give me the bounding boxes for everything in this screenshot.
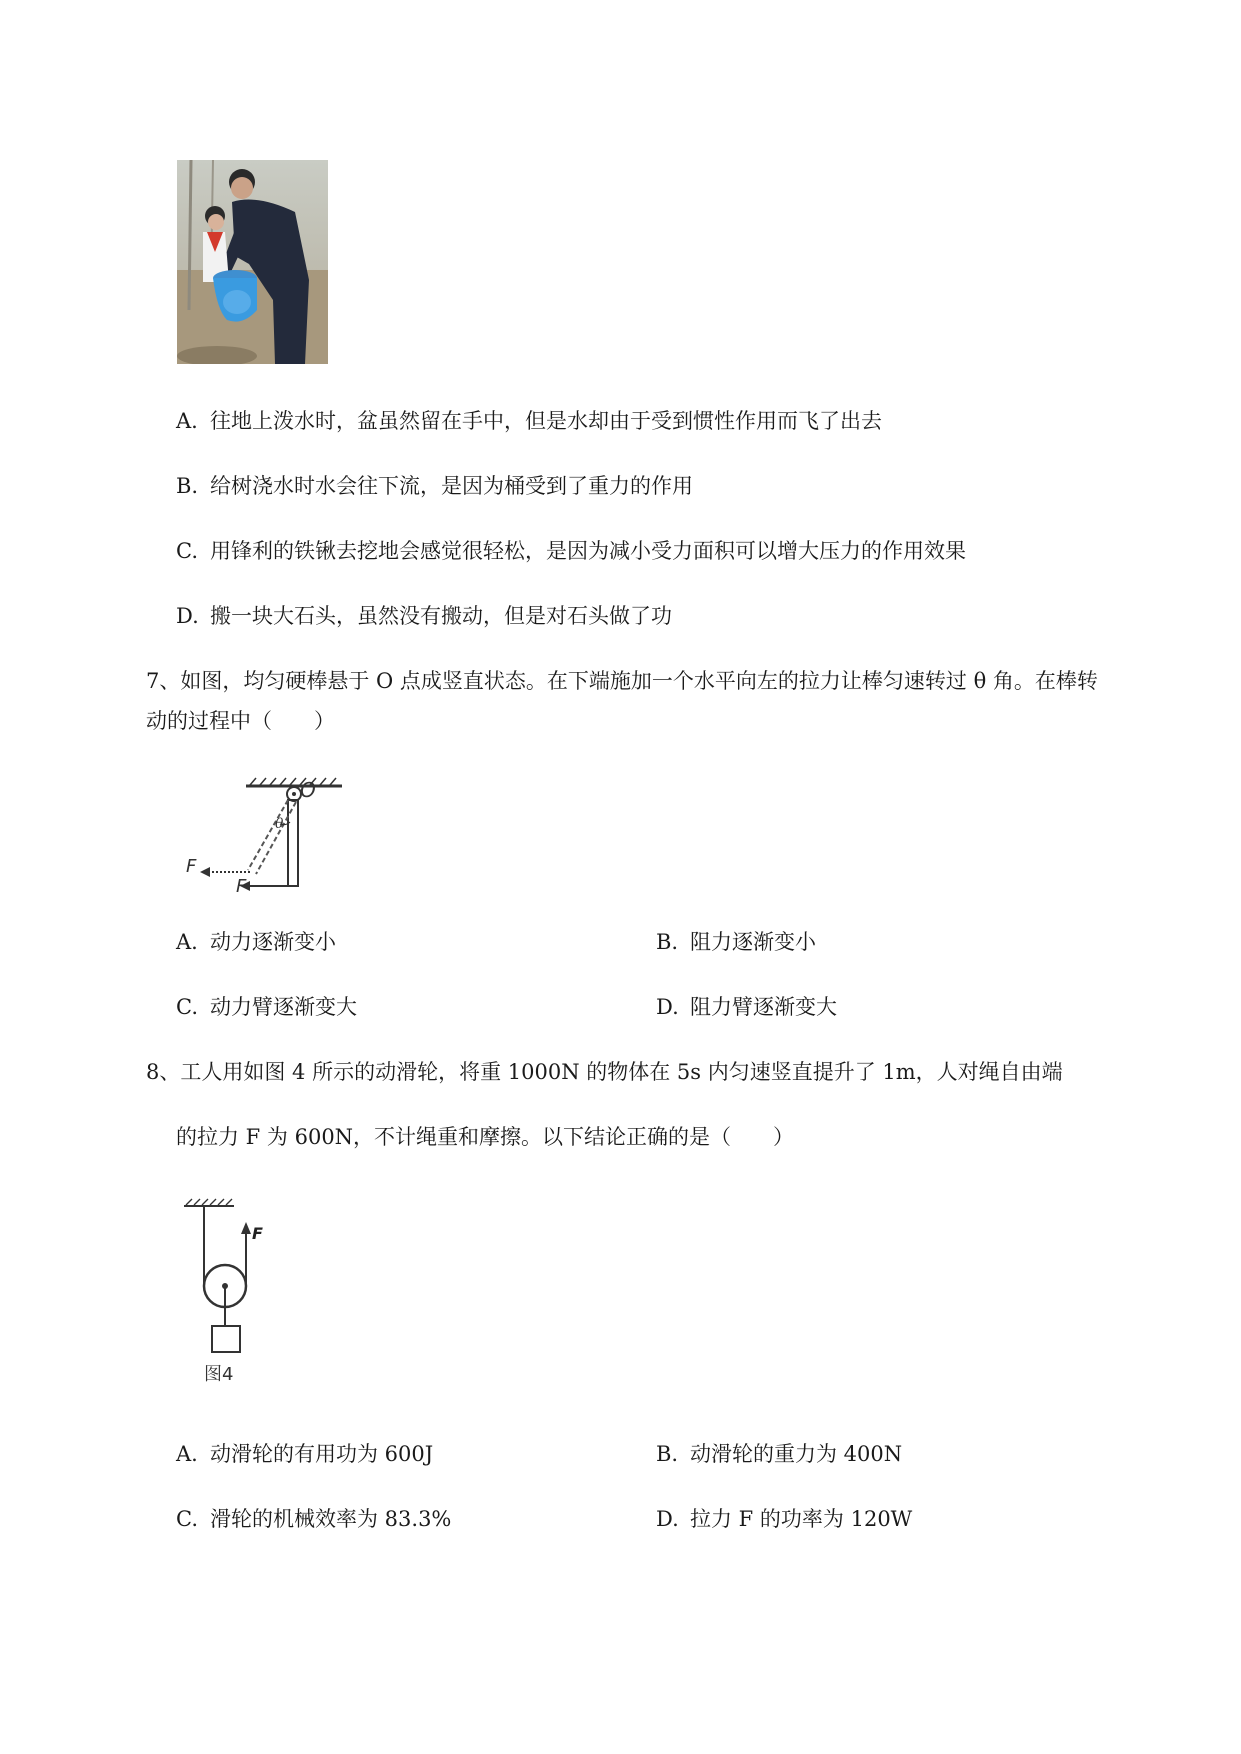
option-text: 往地上泼水时，盆虽然留在手中，但是水却由于受到惯性作用而飞了出去 bbox=[210, 409, 882, 433]
option-text: 拉力 F 的功率为 120W bbox=[690, 1507, 913, 1531]
lever-figure bbox=[182, 770, 352, 896]
label-f: F bbox=[252, 1224, 263, 1243]
q6-option-c[interactable] bbox=[176, 538, 966, 564]
q7-option-c[interactable] bbox=[176, 994, 357, 1020]
q7-option-b[interactable] bbox=[656, 929, 816, 955]
label-o: O bbox=[300, 778, 316, 802]
q6-option-b[interactable] bbox=[176, 473, 693, 499]
q6-option-d[interactable] bbox=[176, 603, 672, 629]
q7-stem-line1: 7、如图，均匀硬棒悬于 O 点成竖直状态。在下端施加一个水平向左的拉力让棒匀速转过 θ 角。在棒转 bbox=[146, 669, 1098, 693]
option-text: 动滑轮的有用功为 600J bbox=[210, 1442, 434, 1466]
option-letter: B. bbox=[176, 474, 199, 498]
option-text: 动力臂逐渐变大 bbox=[210, 995, 357, 1019]
q8-option-d[interactable] bbox=[656, 1506, 912, 1532]
option-text: 给树浇水时水会往下流，是因为桶受到了重力的作用 bbox=[210, 474, 693, 498]
option-text: 动力逐渐变小 bbox=[210, 930, 336, 954]
option-text: 动滑轮的重力为 400N bbox=[690, 1442, 903, 1466]
q6-option-a[interactable] bbox=[176, 408, 882, 434]
option-letter: D. bbox=[656, 995, 679, 1019]
option-letter: D. bbox=[176, 604, 199, 628]
q7-stem-line2: 动的过程中（ ） bbox=[146, 709, 335, 733]
watering-photo bbox=[177, 160, 328, 364]
label-f-solid: F bbox=[236, 876, 247, 897]
label-theta: θ bbox=[275, 816, 284, 832]
option-text: 用锋利的铁锹去挖地会感觉很轻松，是因为减小受力面积可以增大压力的作用效果 bbox=[210, 539, 966, 563]
option-letter: B. bbox=[656, 1442, 679, 1466]
q7-option-d[interactable] bbox=[656, 994, 837, 1020]
option-letter: A. bbox=[176, 1442, 198, 1466]
option-text: 阻力逐渐变小 bbox=[690, 930, 816, 954]
figure-caption: 图4 bbox=[204, 1364, 234, 1385]
option-letter: C. bbox=[176, 995, 198, 1019]
q8-option-b[interactable] bbox=[656, 1441, 902, 1467]
q8-option-c[interactable] bbox=[176, 1506, 451, 1532]
q8-stem-line2: 的拉力 F 为 600N，不计绳重和摩擦。以下结论正确的是（ ） bbox=[176, 1125, 795, 1149]
q8-stem-line1: 8、工人用如图 4 所示的动滑轮，将重 1000N 的物体在 5s 内匀速竖直提升了 1m，人对绳自由端 bbox=[146, 1060, 1063, 1084]
q8-option-a[interactable] bbox=[176, 1441, 433, 1467]
option-text: 搬一块大石头，虽然没有搬动，但是对石头做了功 bbox=[210, 604, 672, 628]
option-letter: A. bbox=[176, 930, 198, 954]
option-letter: C. bbox=[176, 539, 198, 563]
option-letter: D. bbox=[656, 1507, 679, 1531]
q7-option-a[interactable] bbox=[176, 929, 336, 955]
option-text: 滑轮的机械效率为 83.3% bbox=[210, 1507, 452, 1531]
option-letter: C. bbox=[176, 1507, 198, 1531]
option-text: 阻力臂逐渐变大 bbox=[690, 995, 837, 1019]
option-letter: B. bbox=[656, 930, 679, 954]
pulley-figure bbox=[178, 1196, 278, 1356]
option-letter: A. bbox=[176, 409, 198, 433]
label-f-dotted: F bbox=[186, 856, 197, 877]
